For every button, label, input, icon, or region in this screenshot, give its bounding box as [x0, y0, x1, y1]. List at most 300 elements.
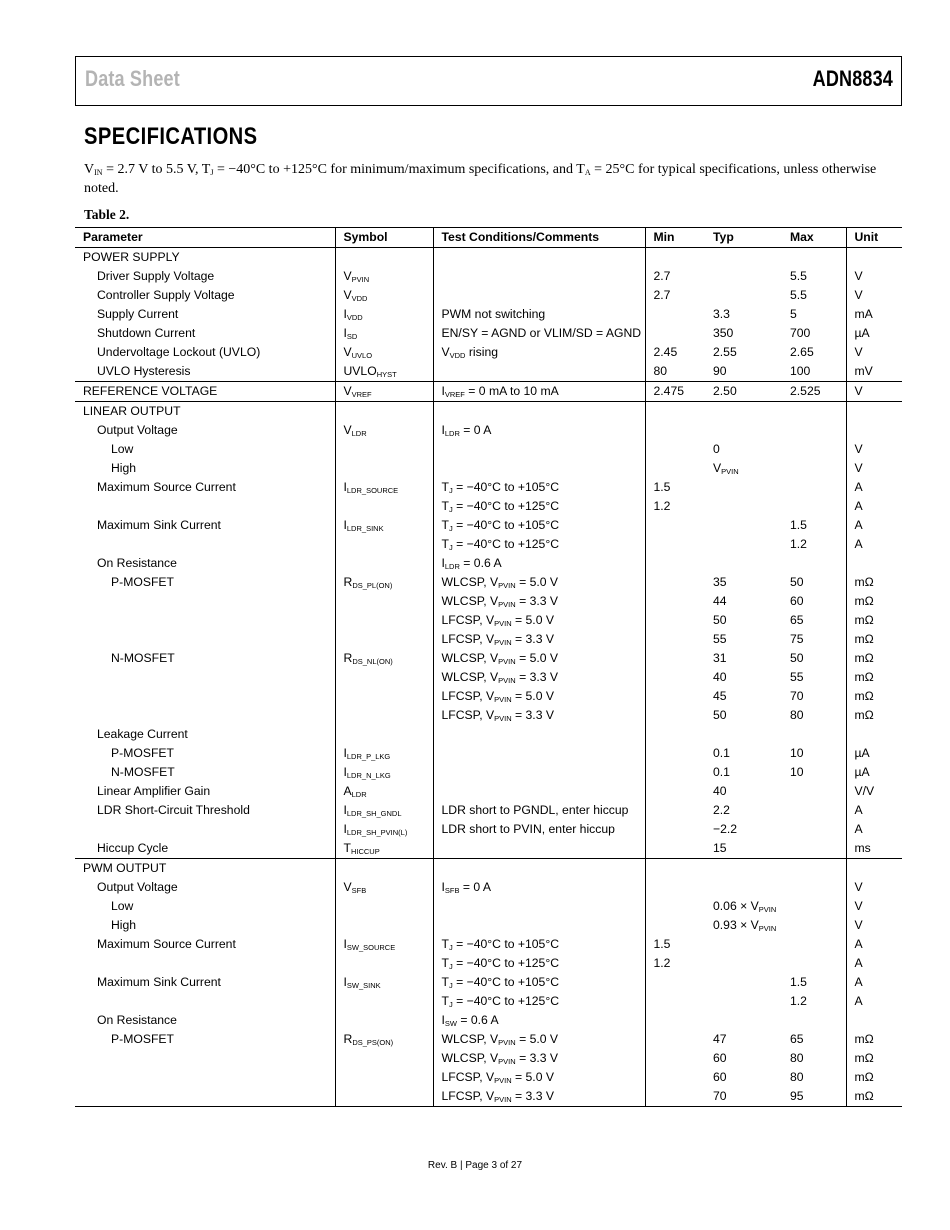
max-cell: 700 — [782, 324, 846, 343]
max-cell: 2.65 — [782, 343, 846, 362]
typ-cell: 350 — [713, 326, 734, 340]
unit-cell: mΩ — [846, 1087, 902, 1107]
parameter-cell — [75, 954, 335, 973]
symbol-cell: $UVLO_{HYST}$ — [335, 362, 433, 382]
min-cell — [645, 706, 705, 725]
max-cell: 1.5 — [782, 973, 846, 992]
typ-cell: 31 — [713, 651, 727, 665]
subscript: LDR_N_LKG — [346, 771, 391, 780]
symbol-cell — [335, 897, 433, 916]
typ-cell: 60 — [713, 1070, 727, 1084]
typ-cell — [705, 421, 782, 440]
subscript: SW — [444, 1019, 457, 1028]
table-row — [75, 362, 902, 382]
min-cell — [645, 554, 705, 573]
parameter-cell: High — [75, 459, 335, 478]
subscript: J — [448, 486, 453, 495]
parameter-cell — [75, 687, 335, 706]
max-cell — [782, 402, 846, 422]
typ-cell — [705, 878, 782, 897]
typ-cell — [705, 535, 782, 554]
test-conditions-cell: LFCSP, $V_{PVIN} = 5.0$ V — [433, 1068, 645, 1087]
symbol-cell — [335, 402, 433, 422]
typ-cell — [705, 478, 782, 497]
max-cell — [782, 497, 846, 516]
subscript: J — [448, 1000, 453, 1009]
table-row — [75, 878, 902, 897]
parameter-cell — [75, 497, 335, 516]
symbol-cell — [335, 1087, 433, 1107]
symbol-cell — [335, 954, 433, 973]
parameter-cell: Maximum Source Current — [75, 935, 335, 954]
parameter-cell: Output Voltage — [75, 878, 335, 897]
min-cell — [645, 459, 705, 478]
symbol-cell — [335, 630, 433, 649]
symbol-cell: $V_{SFB}$ — [335, 878, 433, 897]
unit-cell: ms — [846, 839, 902, 859]
parameter-cell: Low — [75, 897, 335, 916]
min-cell — [645, 687, 705, 706]
test-conditions-cell: $I_{LDR} = 0.6$ A — [433, 554, 645, 573]
table-row — [75, 1030, 902, 1049]
table-row — [75, 859, 902, 879]
parameter-cell: N-MOSFET — [75, 763, 335, 782]
typ-cell: 40 — [713, 784, 727, 798]
min-cell: 80 — [645, 362, 705, 382]
typ-cell — [705, 497, 782, 516]
parameter-cell — [75, 820, 335, 839]
parameter-cell: N-MOSFET — [75, 649, 335, 668]
parameter-cell: On Resistance — [75, 1011, 335, 1030]
subscript: DS_NL(ON) — [352, 657, 393, 666]
subscript: PVIN — [758, 924, 777, 933]
typ-cell — [705, 973, 782, 992]
parameter-cell — [75, 1087, 335, 1107]
symbol-cell — [335, 1011, 433, 1030]
unit-cell: mΩ — [854, 1051, 874, 1065]
unit-cell: V — [854, 461, 863, 475]
subscript: HYST — [376, 370, 397, 379]
test-conditions-cell — [433, 725, 645, 744]
parameter-cell — [75, 535, 335, 554]
test-conditions-cell — [433, 897, 645, 916]
max-cell: 75 — [782, 630, 846, 649]
max-cell: 1.2 — [782, 992, 846, 1011]
unit-cell: A — [854, 499, 863, 513]
col-header-symbol: Symbol — [335, 228, 433, 248]
min-cell — [645, 725, 705, 744]
symbol-cell — [335, 497, 433, 516]
min-cell — [645, 820, 705, 839]
parameter-cell: P-MOSFET — [75, 744, 335, 763]
page-footer: Rev. B | Page 3 of 27 — [427, 1160, 523, 1171]
typ-cell: 90 — [705, 362, 782, 382]
unit-cell: A — [854, 937, 863, 951]
unit-cell: mΩ — [854, 575, 874, 589]
test-conditions-cell: $T_J = -40^\circ C$ to +125°C — [433, 992, 645, 1011]
max-cell: 95 — [782, 1087, 846, 1107]
symbol-cell — [335, 668, 433, 687]
min-cell — [645, 763, 705, 782]
typ-cell — [705, 267, 782, 286]
subscript: PVIN — [494, 695, 512, 704]
table-row — [75, 706, 902, 725]
unit-cell: A — [854, 803, 863, 817]
max-cell — [782, 839, 846, 859]
parameter-cell: UVLO Hysteresis — [75, 362, 335, 382]
parameter-cell — [75, 992, 335, 1011]
typ-cell: $0.06 \times V_{PVIN}$ — [713, 899, 777, 914]
min-cell — [645, 1068, 705, 1087]
typ-cell — [705, 286, 782, 305]
max-cell — [782, 897, 846, 916]
max-cell — [782, 459, 846, 478]
parameter-cell — [75, 706, 335, 725]
typ-cell: $0.93 \times V_{PVIN}$ — [713, 918, 777, 933]
symbol-cell — [335, 592, 433, 611]
table-row — [75, 343, 902, 362]
table-row — [75, 592, 902, 611]
subscript: LDR_SH_PVIN(L) — [346, 828, 408, 837]
table-row — [75, 267, 902, 286]
table-row — [75, 897, 902, 916]
symbol-cell: $I_{VDD}$ — [335, 305, 433, 324]
typ-cell: 45 — [713, 689, 727, 703]
symbol-cell: $I_{SD}$ — [335, 324, 433, 343]
min-cell — [645, 878, 705, 897]
table-row — [75, 687, 902, 706]
unit-cell — [846, 859, 902, 879]
test-conditions-cell: $T_J = -40^\circ C$ to +105°C — [433, 516, 645, 535]
max-cell: 10 — [782, 744, 846, 763]
max-cell — [782, 478, 846, 497]
symbol-cell — [335, 535, 433, 554]
table-row — [75, 611, 902, 630]
doc-type-label: Data Sheet — [85, 66, 180, 91]
page-header — [75, 56, 902, 106]
col-header-parameter: Parameter — [75, 228, 335, 248]
max-cell — [782, 935, 846, 954]
table-header-row — [75, 228, 902, 248]
col-header-min: Min — [645, 228, 705, 248]
unit-cell: mΩ — [854, 594, 874, 608]
min-cell: 1.2 — [653, 956, 671, 970]
subscript: J — [448, 524, 453, 533]
test-conditions-cell: $I_{VREF} = 0$ mA to 10 mA — [433, 382, 645, 402]
col-header-test-conditions: Test Conditions/Comments — [433, 228, 645, 248]
col-header-unit: Unit — [846, 228, 902, 248]
min-cell — [645, 744, 705, 763]
col-header-typ: Typ — [705, 228, 782, 248]
typ-cell: 47 — [713, 1032, 727, 1046]
min-cell — [645, 611, 705, 630]
unit-cell — [846, 421, 902, 440]
min-cell — [645, 839, 705, 859]
unit-cell: µA — [854, 326, 870, 340]
typ-cell — [705, 935, 782, 954]
min-cell: 2.7 — [653, 269, 671, 283]
parameter-cell — [75, 592, 335, 611]
parameter-cell — [75, 630, 335, 649]
subscript: J — [448, 943, 453, 952]
subscript: PVIN — [498, 1057, 516, 1066]
parameter-cell: LDR Short-Circuit Threshold — [75, 801, 335, 820]
subscript: PVIN — [498, 581, 516, 590]
table-row — [75, 820, 902, 839]
subscript: J — [448, 962, 453, 971]
typ-cell — [705, 554, 782, 573]
table-row — [75, 535, 902, 554]
min-cell — [645, 1049, 705, 1068]
symbol-cell — [335, 440, 433, 459]
unit-cell: A — [854, 975, 863, 989]
test-conditions-cell: LDR short to PGNDL, enter hiccup — [433, 801, 645, 820]
unit-cell: A — [854, 994, 863, 1008]
max-cell: 100 — [782, 362, 846, 382]
symbol-cell: $V_{UVLO}$ — [335, 343, 433, 362]
max-cell: 1.2 — [782, 535, 846, 554]
min-cell: 2.475 — [645, 382, 705, 402]
table-body — [75, 248, 902, 1107]
symbol-cell: $I_{SW\_SINK}$ — [335, 973, 433, 992]
symbol-cell: $I_{LDR\_N\_LKG}$ — [335, 763, 433, 782]
subscript: PVIN — [494, 714, 512, 723]
min-cell — [645, 897, 705, 916]
test-conditions-cell: WLCSP, $V_{PVIN} = 3.3$ V — [433, 592, 645, 611]
min-cell — [645, 992, 705, 1011]
subscript: SW_SOURCE — [346, 943, 396, 952]
subscript: DS_PS(ON) — [352, 1038, 394, 1047]
table-row — [75, 839, 902, 859]
typ-cell — [705, 954, 782, 973]
symbol-cell: $V_{VREF}$ — [335, 382, 433, 402]
symbol-cell — [335, 706, 433, 725]
col-header-max: Max — [782, 228, 846, 248]
subscript: LDR — [444, 429, 460, 438]
min-cell — [645, 801, 705, 820]
test-conditions-cell — [433, 859, 645, 879]
typ-cell: 50 — [713, 613, 727, 627]
unit-cell: mA — [854, 307, 873, 321]
test-conditions-cell — [433, 744, 645, 763]
table-row — [75, 744, 902, 763]
min-cell — [645, 1030, 705, 1049]
subscript: LDR — [351, 429, 367, 438]
table-row — [75, 324, 902, 343]
min-cell — [645, 248, 705, 268]
parameter-cell: Maximum Sink Current — [75, 973, 335, 992]
table-row — [75, 573, 902, 592]
test-conditions-cell — [433, 267, 645, 286]
subscript: PVIN — [758, 905, 777, 914]
max-cell: 5.5 — [782, 286, 846, 305]
table-row — [75, 382, 902, 402]
max-cell: 50 — [782, 573, 846, 592]
table-row — [75, 668, 902, 687]
min-cell — [645, 402, 705, 422]
max-cell: 50 — [782, 649, 846, 668]
typ-cell — [705, 1011, 782, 1030]
table-row — [75, 935, 902, 954]
max-cell: 2.525 — [782, 382, 846, 402]
typ-cell: 35 — [713, 575, 727, 589]
symbol-cell — [335, 992, 433, 1011]
min-cell — [645, 535, 705, 554]
subscript: LDR_SINK — [346, 524, 384, 533]
unit-cell: mV — [846, 362, 902, 382]
max-cell: 1.5 — [782, 516, 846, 535]
unit-cell: V — [854, 442, 863, 456]
parameter-cell: Supply Current — [75, 305, 335, 324]
typ-cell: 0.1 — [713, 765, 730, 779]
subscript: VDD — [351, 294, 368, 303]
subscript: PVIN — [494, 619, 512, 628]
typ-cell: 0.1 — [713, 746, 730, 760]
typ-cell: 70 — [705, 1087, 782, 1107]
symbol-cell: $I_{LDR\_P\_LKG}$ — [335, 744, 433, 763]
symbol-cell: $R_{DS\_PS(ON)}$ — [335, 1030, 433, 1049]
unit-cell: mΩ — [854, 670, 874, 684]
symbol-cell: $V_{PVIN}$ — [335, 267, 433, 286]
typ-cell — [705, 859, 782, 879]
symbol-cell — [335, 859, 433, 879]
typ-cell: 3.3 — [713, 307, 730, 321]
unit-cell: µA — [854, 765, 870, 779]
table-row — [75, 763, 902, 782]
subscript: PVIN — [494, 1076, 512, 1085]
subscript: SFB — [351, 886, 367, 895]
subscript: DS_PL(ON) — [352, 581, 393, 590]
symbol-cell — [335, 1068, 433, 1087]
min-cell — [645, 668, 705, 687]
test-conditions-cell — [433, 916, 645, 935]
table-row — [75, 402, 902, 422]
subscript: LDR_SH_GNDL — [346, 809, 402, 818]
test-conditions-cell: WLCSP, $V_{PVIN} = 3.3$ V — [433, 668, 645, 687]
min-cell — [645, 592, 705, 611]
min-cell — [645, 973, 705, 992]
symbol-cell — [335, 611, 433, 630]
unit-cell: V/V — [854, 784, 875, 798]
typ-cell: 44 — [713, 594, 727, 608]
max-cell — [782, 554, 846, 573]
symbol-cell — [335, 459, 433, 478]
test-conditions-cell — [433, 362, 645, 382]
parameter-cell: PWM OUTPUT — [75, 859, 335, 879]
min-cell — [645, 1011, 705, 1030]
symbol-cell: $V_{VDD}$ — [335, 286, 433, 305]
subscript: PVIN — [498, 1038, 516, 1047]
table-row — [75, 782, 902, 801]
min-cell — [645, 516, 705, 535]
symbol-cell: $I_{LDR\_SH\_PVIN(L)}$ — [335, 820, 433, 839]
test-conditions-cell: PWM not switching — [433, 305, 645, 324]
subscript: HICCUP — [350, 847, 380, 856]
subscript: VDD — [346, 313, 363, 322]
table-row — [75, 478, 902, 497]
parameter-cell — [75, 611, 335, 630]
typ-cell: 60 — [713, 1051, 727, 1065]
test-conditions-cell: $T_J = -40^\circ C$ to +125°C — [433, 954, 645, 973]
table-row — [75, 305, 902, 324]
parameter-cell: On Resistance — [75, 554, 335, 573]
unit-cell: V — [846, 382, 902, 402]
min-cell — [645, 859, 705, 879]
parameter-cell: High — [75, 916, 335, 935]
subscript: PVIN — [351, 275, 370, 284]
min-cell: 1.2 — [653, 499, 671, 513]
max-cell — [782, 916, 846, 935]
min-cell — [645, 573, 705, 592]
symbol-cell — [335, 1049, 433, 1068]
table-row — [75, 649, 902, 668]
parameter-cell: Leakage Current — [75, 725, 335, 744]
parameter-cell: Shutdown Current — [75, 324, 335, 343]
symbol-cell: $I_{SW\_SOURCE}$ — [335, 935, 433, 954]
subscript: LDR_P_LKG — [346, 752, 391, 761]
table-row — [75, 459, 902, 478]
parameter-cell: LINEAR OUTPUT — [75, 402, 335, 422]
symbol-cell: $A_{LDR}$ — [335, 782, 433, 801]
unit-cell: mΩ — [854, 632, 874, 646]
table-row — [75, 516, 902, 535]
min-cell — [645, 421, 705, 440]
test-conditions-cell: LFCSP, $V_{PVIN} = 3.3$ V — [433, 1087, 645, 1107]
subscript: SD — [346, 332, 358, 341]
symbol-cell: $I_{LDR\_SH\_GNDL}$ — [335, 801, 433, 820]
min-cell — [645, 782, 705, 801]
section-title: SPECIFICATIONS — [84, 123, 258, 150]
symbol-cell — [335, 554, 433, 573]
subscript: PVIN — [721, 467, 739, 476]
min-cell — [645, 916, 705, 935]
subscript: IN — [94, 168, 103, 177]
parameter-cell: REFERENCE VOLTAGE — [75, 382, 335, 402]
table-row — [75, 973, 902, 992]
max-cell — [782, 440, 846, 459]
subscript: J — [448, 505, 453, 514]
subscript: UVLO — [351, 351, 373, 360]
subscript: LDR — [351, 790, 367, 799]
table-row — [75, 992, 902, 1011]
typ-cell: 50 — [713, 708, 727, 722]
unit-cell — [846, 554, 902, 573]
subscript: PVIN — [494, 638, 512, 647]
parameter-cell: POWER SUPPLY — [75, 248, 335, 268]
subscript: PVIN — [498, 676, 516, 685]
typ-cell: 0 — [713, 442, 720, 456]
subscript: VDD — [449, 351, 466, 360]
subscript: SFB — [444, 886, 460, 895]
table-row — [75, 801, 902, 820]
typ-cell — [705, 516, 782, 535]
max-cell: 60 — [782, 592, 846, 611]
min-cell — [645, 305, 705, 324]
subscript: SW_SINK — [346, 981, 381, 990]
max-cell: 10 — [782, 763, 846, 782]
test-conditions-cell: WLCSP, $V_{PVIN} = 5.0$ V — [433, 573, 645, 592]
test-conditions-cell: LFCSP, $V_{PVIN} = 5.0$ V — [433, 687, 645, 706]
unit-cell: mΩ — [854, 1032, 874, 1046]
max-cell: 80 — [782, 706, 846, 725]
unit-cell: mΩ — [854, 689, 874, 703]
unit-cell: V — [854, 288, 863, 302]
typ-cell: 40 — [713, 670, 727, 684]
subscript: LDR — [444, 562, 460, 571]
typ-cell — [705, 725, 782, 744]
unit-cell — [846, 248, 902, 268]
table-row — [75, 286, 902, 305]
